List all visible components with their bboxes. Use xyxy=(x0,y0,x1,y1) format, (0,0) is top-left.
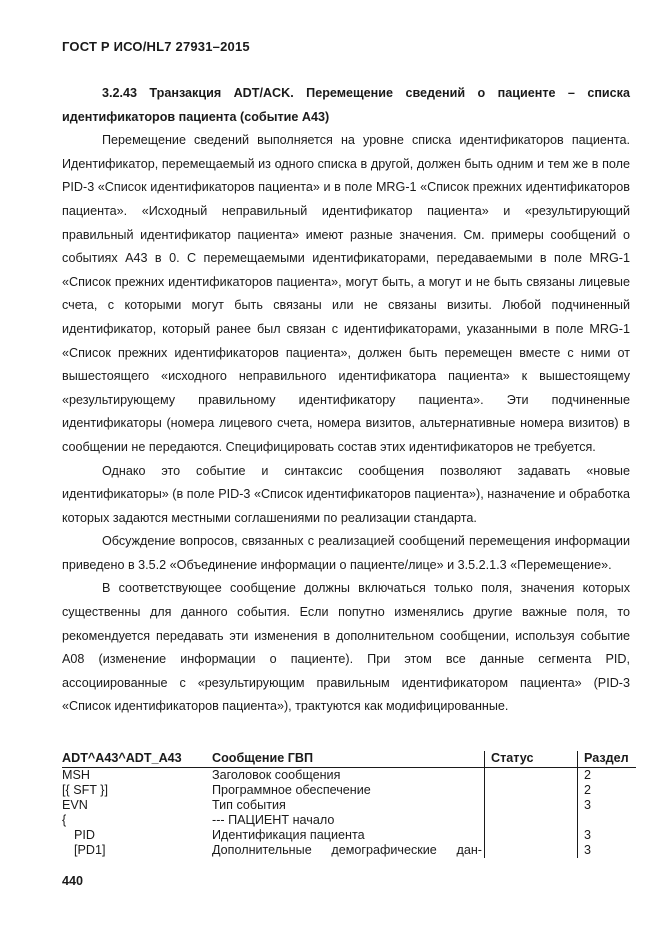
table-row xyxy=(62,798,636,813)
cell-message: Дополнительные демографические дан- xyxy=(210,843,485,858)
cell-message: Тип события xyxy=(210,798,485,813)
table-row xyxy=(62,843,636,858)
header-message: Сообщение ГВП xyxy=(210,751,485,768)
table-row xyxy=(62,783,636,798)
header-segment: ADT^A43^ADT_A43 xyxy=(62,751,210,768)
section-title: 3.2.43 Транзакция ADT/ACK. Перемещение сведений о пациенте – списка идентификаторов пациента (событие A43) xyxy=(62,86,630,124)
cell-message: Программное обеспечение xyxy=(210,783,485,798)
header-status: Статус xyxy=(485,751,578,768)
cell-segment: [PD1] xyxy=(74,843,106,857)
table-row xyxy=(62,768,636,784)
cell-segment: [{ SFT }] xyxy=(62,783,108,797)
cell-chapter: 2 xyxy=(584,768,592,782)
cell-chapter: 2 xyxy=(584,783,592,797)
paragraph-2: Однако это событие и синтаксис сообщения позволяют задавать «новые идентификаторы» (в поле PID-3 «Список идентификаторов пациента»), назначение и обработка которых задаются местными соглашениями по реализации стандарта. xyxy=(62,463,630,525)
cell-status xyxy=(485,828,578,843)
paragraph-4: В соответствующее сообщение должны включаться только поля, значения которых существенны для данного события. Если попутно изменялись другие важные поля, то рекомендуется передавать эти изменения в дополнительном сообщении, используя событие A08 (изменение информации о пациенте). При этом все данные сегмента PID, ассоциированные с «результирующим правильным идентификатором пациента» (PID-3 «Список идентификаторов пациента»), трактуются как модифицированные. xyxy=(62,581,630,714)
cell-segment: PID xyxy=(74,828,95,842)
cell-segment: EVN xyxy=(62,798,88,812)
message-structure-table xyxy=(62,751,636,858)
cell-chapter: 3 xyxy=(584,843,592,857)
paragraph-1: Перемещение сведений выполняется на уровне списка идентификаторов пациента. Идентификатор, перемещаемый из одного списка в другой, должен быть одним и тем же в поле PID-3 «Список идентификаторов пациента» и в поле MRG-1 «Список прежних идентификаторов пациента». «Исходный неправильный идентификатор пациента» и «результирующий правильный идентификатор пациента» имеют разные значения. См. примеры сообщений о событиях A43 в 0. С перемещаемыми идентификаторами, передаваемыми в поле MRG-1 «Список прежних идентификаторов пациента», могут быть, а могут и не быть связаны лицевые счета, с которыми могут быть связаны или не связаны визиты. Любой подчиненный идентификатор, который ранее был связан с идентификаторами, указанными в поле MRG-1 «Список прежних идентификаторов пациента», должен быть перемещен вместе с ними от вышестоящего «исходного неправильного идентификатора пациента» к вышестоящему «результирующему правильному идентификатору пациента». Эти подчиненные идентификаторы (номера лицевого счета, номера визитов, альтернативные номера визитов) в сообщении не передаются. Специфицировать состав этих идентификаторов не требуется. xyxy=(62,133,630,454)
cell-status xyxy=(485,768,578,784)
document-body xyxy=(62,82,630,719)
cell-message: Заголовок сообщения xyxy=(210,768,485,784)
cell-status xyxy=(485,843,578,858)
table-header-row xyxy=(62,751,636,768)
document-header: ГОСТ Р ИСО/HL7 27931–2015 xyxy=(62,39,250,54)
cell-status xyxy=(485,783,578,798)
cell-status xyxy=(485,813,578,828)
cell-chapter: 3 xyxy=(584,798,592,812)
cell-status xyxy=(485,798,578,813)
header-chapter: Раздел xyxy=(578,751,637,768)
page-number: 440 xyxy=(62,874,84,888)
cell-chapter xyxy=(578,813,637,828)
table-row xyxy=(62,828,636,843)
paragraph-3: Обсуждение вопросов, связанных с реализацией сообщений перемещения информации приведено в 3.5.2 «Объединение информации о пациенте/лице» и 3.5.2.1.3 «Перемещение». xyxy=(62,534,630,572)
table-row xyxy=(62,813,636,828)
cell-chapter: 3 xyxy=(584,828,592,842)
cell-segment: MSH xyxy=(62,768,90,782)
cell-segment: { xyxy=(62,813,67,827)
cell-message: --- ПАЦИЕНТ начало xyxy=(210,813,485,828)
cell-message: Идентификация пациента xyxy=(210,828,485,843)
